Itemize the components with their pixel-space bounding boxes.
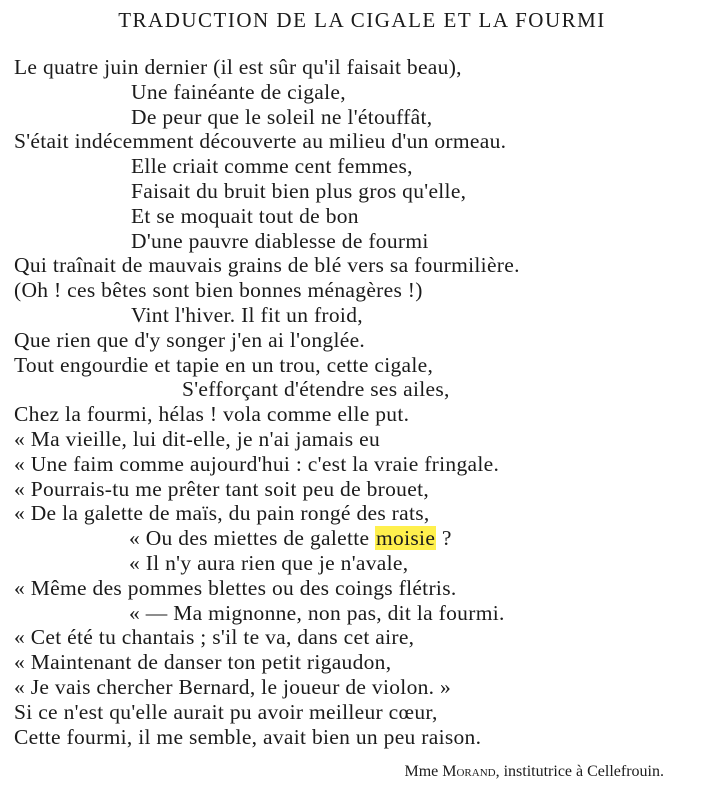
poem-line: Et se moquait tout de bon	[131, 203, 359, 228]
poem-body	[14, 55, 714, 749]
poem-title: TRADUCTION DE LA CIGALE ET LA FOURMI	[118, 8, 606, 32]
poem-line: « Même des pommes blettes ou des coings flétris.	[14, 575, 457, 600]
poem-line: « Je vais chercher Bernard, le joueur de violon. »	[14, 674, 452, 699]
poem-line: « Maintenant de danser ton petit rigaudon,	[14, 650, 392, 675]
signature-prefix: Mme	[404, 763, 443, 780]
poem-line: Tout engourdie et tapie en un trou, cette cigale,	[14, 352, 434, 377]
poem-line: Chez la fourmi, hélas ! vola comme elle put.	[14, 402, 410, 427]
poem-line: S'efforçant d'étendre ses ailes,	[182, 377, 450, 402]
signature-suffix: , institutrice à Cellefrouin.	[495, 763, 664, 780]
poem-line: Que rien que d'y songer j'en ai l'onglée.	[14, 327, 366, 352]
poem-line: S'était indécemment découverte au milieu d'un ormeau.	[14, 129, 507, 154]
poem-line: « De la galette de maïs, du pain rongé des rats,	[14, 501, 430, 526]
poem-line: « Une faim comme aujourd'hui : c'est la vraie fringale.	[14, 451, 500, 476]
highlighted-word: moisie	[376, 526, 436, 551]
poem-line: Si ce n'est qu'elle aurait pu avoir meilleur cœur,	[14, 699, 438, 724]
poem-line-start: « Ou des miettes de galette	[129, 526, 376, 551]
poem-line: Vint l'hiver. Il fit un froid,	[131, 302, 363, 327]
signature	[404, 763, 664, 781]
poem-line: « Il n'y aura rien que je n'avale,	[129, 550, 409, 575]
poem-line: Elle criait comme cent femmes,	[131, 154, 413, 179]
poem-line: « Pourrais-tu me prêter tant soit peu de brouet,	[14, 476, 430, 501]
poem-line: « Ma vieille, lui dit-elle, je n'ai jamais eu	[14, 426, 381, 451]
poem-line: De peur que le soleil ne l'étouffât,	[131, 104, 433, 129]
poem-line: Qui traînait de mauvais grains de blé vers sa fourmilière.	[14, 253, 520, 278]
poem-line: Le quatre juin dernier (il est sûr qu'il faisait beau),	[14, 55, 462, 79]
poem-line: Une fainéante de cigale,	[131, 79, 346, 104]
poem-line	[14, 526, 714, 551]
signature-name: Morand	[442, 763, 496, 780]
poem-line: (Oh ! ces bêtes sont bien bonnes ménagères !)	[14, 278, 423, 303]
poem-line: Faisait du bruit bien plus gros qu'elle,	[131, 178, 467, 203]
poem-line: D'une pauvre diablesse de fourmi	[131, 228, 429, 253]
poem-line: « — Ma mignonne, non pas, dit la fourmi.	[129, 600, 505, 625]
poem-line: « Cet été tu chantais ; s'il te va, dans cet aire,	[14, 625, 415, 650]
poem-line-end: ?	[436, 526, 452, 551]
poem-line: Cette fourmi, il me semble, avait bien un peu raison.	[14, 724, 482, 749]
